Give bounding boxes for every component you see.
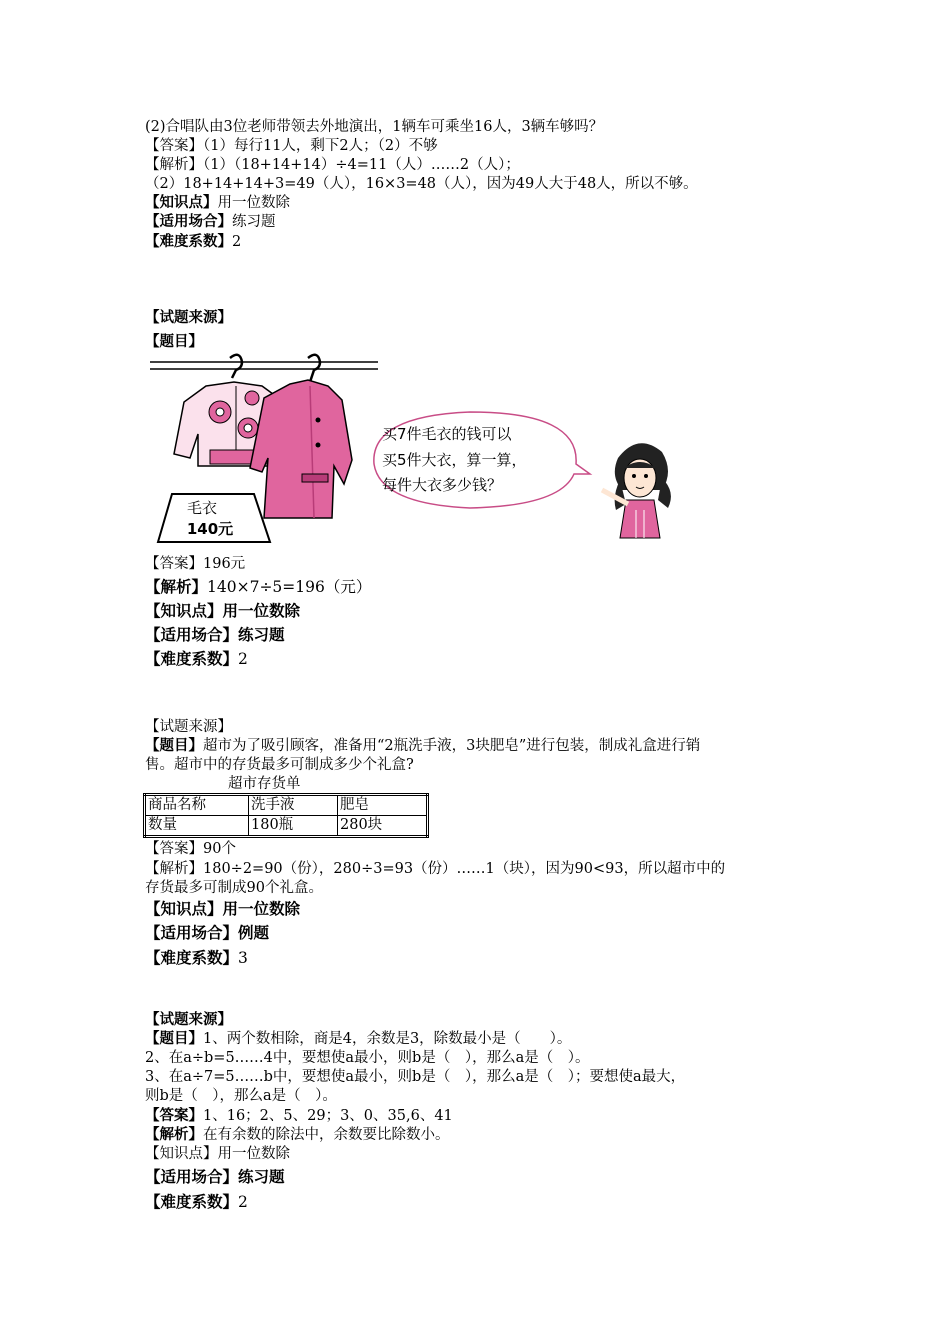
q4-title-3: 3、在a÷7=5……b中，要想使a最小，则b是（ ），那么a是（ ）；要想使a最大， (145, 1069, 686, 1085)
q2-source-label: 【试题来源】 (145, 310, 232, 326)
q3-diff-label: 【难度系数】 (145, 949, 239, 967)
q1-diff: 2 (232, 234, 242, 250)
q3-kp-line (145, 900, 300, 919)
q1-diff-line (145, 233, 241, 252)
q3-kp: 用一位数除 (222, 900, 301, 918)
q3-kp-label: 【知识点】 (145, 900, 223, 918)
table-cell: 商品名称 (145, 795, 249, 816)
q4-kp-label: 【知识点】 (145, 1146, 218, 1162)
hanger-icon (230, 355, 242, 378)
clothes-illustration (150, 350, 695, 550)
q4-answer-label: 【答案】 (145, 1108, 203, 1124)
q2-scene-line (145, 626, 285, 645)
q3-title-2: 售。超市中的存货最多可制成多少个礼盒? (145, 757, 414, 773)
q1-kp-line (145, 194, 290, 213)
q2-diff: 2 (238, 650, 248, 668)
q3-answer-label: 【答案】 (145, 841, 203, 857)
bubble-line-1: 买7件毛衣的钱可以 (382, 425, 512, 443)
q3-diff-line (145, 949, 248, 968)
q4-diff-label: 【难度系数】 (145, 1193, 239, 1211)
q2-analysis: 140×7÷5=196（元） (207, 578, 372, 596)
q3-source-label: 【试题来源】 (145, 719, 232, 735)
q1-analysis-label: 【解析】 (145, 157, 203, 173)
q1-analysis-1: （1）（18+14+14）÷4=11（人）……2（人）； (203, 157, 520, 173)
q1-diff-label: 【难度系数】 (145, 234, 232, 250)
sign-price: 140元 (186, 520, 234, 538)
q4-analysis: 在有余数的除法中，余数要比除数小。 (203, 1127, 450, 1143)
table-row (145, 816, 428, 837)
q1-answer-line (145, 137, 438, 156)
table-cell: 280块 (338, 816, 428, 837)
q2-kp-line (145, 602, 300, 621)
q4-analysis-label: 【解析】 (145, 1127, 203, 1143)
q2-analysis-label: 【解析】 (145, 578, 208, 596)
q2-scene-label: 【适用场合】 (145, 626, 239, 644)
q3-scene-line (145, 924, 269, 943)
q2-answer-line (145, 555, 245, 574)
q2-title-label: 【题目】 (145, 334, 203, 350)
q4-title-4: 则b是（ ），那么a是（ ）。 (145, 1088, 337, 1104)
bubble-line-2: 买5件大衣，算一算， (382, 451, 527, 469)
q4-scene-label: 【适用场合】 (145, 1168, 239, 1186)
q2-analysis-line (145, 578, 371, 597)
q3-analysis-label: 【解析】 (145, 861, 203, 877)
q1-kp: 用一位数除 (217, 195, 290, 211)
q4-answer: 1、16；2、5、29；3、0、35,6、41 (203, 1108, 453, 1124)
q1-answer: （1）每行11人，剩下2人；（2）不够 (203, 138, 438, 154)
stock-table-caption: 超市存货单 (228, 776, 301, 792)
q2-kp: 用一位数除 (222, 602, 301, 620)
table-cell: 肥皂 (338, 795, 428, 816)
q1-analysis-2: （2）18+14+14+3=49（人），16×3=48（人），因为49人大于48人，所以不够。 (145, 176, 698, 192)
q3-analysis-2: 存货最多可制成90个礼盒。 (145, 880, 323, 896)
q4-answer-line (145, 1107, 453, 1126)
q1-scene-line (145, 213, 276, 232)
q2-diff-label: 【难度系数】 (145, 650, 239, 668)
q3-analysis-line (145, 860, 725, 879)
speech-bubble (374, 412, 590, 508)
q3-scene-label: 【适用场合】 (145, 924, 239, 942)
q1-scene: 练习题 (232, 214, 276, 230)
q1-answer-label: 【答案】 (145, 138, 203, 154)
table-cell: 数量 (145, 816, 249, 837)
q4-kp-line (145, 1145, 290, 1164)
q3-title-1: 超市为了吸引顾客，准备用“2瓶洗手液，3块肥皂”进行包装，制成礼盒进行销 (203, 738, 701, 754)
table-cell: 180瓶 (249, 816, 338, 837)
q1-kp-label: 【知识点】 (145, 195, 218, 211)
q4-analysis-line (145, 1126, 450, 1145)
q3-answer-line (145, 840, 236, 859)
q3-title-label: 【题目】 (145, 738, 203, 754)
stock-table (143, 793, 429, 838)
q3-scene: 例题 (238, 924, 270, 942)
q2-answer-label: 【答案】 (145, 556, 203, 572)
q2-kp-label: 【知识点】 (145, 602, 223, 620)
coat-icon (250, 380, 352, 518)
q4-source-label: 【试题来源】 (145, 1012, 232, 1028)
q4-scene-line (145, 1168, 285, 1187)
q4-scene: 练习题 (238, 1168, 285, 1186)
q2-scene: 练习题 (238, 626, 285, 644)
sign-item: 毛衣 (186, 499, 218, 517)
q1-analysis-line (145, 156, 520, 175)
q3-analysis-1: 180÷2=90（份），280÷3=93（份）……1（块），因为90<93，所以超市中的 (203, 861, 726, 877)
table-row (145, 795, 428, 816)
q3-title-line (145, 737, 700, 756)
q4-title-2: 2、在a÷b=5……4中，要想使a最小，则b是（ ），那么a是（ ）。 (145, 1050, 590, 1066)
q1-scene-label: 【适用场合】 (145, 214, 232, 230)
q3-diff: 3 (238, 949, 248, 967)
q4-kp: 用一位数除 (217, 1146, 290, 1162)
girl-icon (602, 443, 671, 538)
q4-title-1: 1、两个数相除，商是4，余数是3，除数最小是（ ）。 (203, 1031, 572, 1047)
q1-question: (2)合唱队由3位老师带领去外地演出，1辆车可乘坐16人，3辆车够吗？ (145, 119, 604, 135)
q4-title-label: 【题目】 (145, 1031, 203, 1047)
q2-diff-line (145, 650, 248, 669)
q3-answer: 90个 (203, 841, 236, 857)
q4-diff: 2 (238, 1193, 248, 1211)
bubble-line-3: 每件大衣多少钱？ (382, 476, 503, 494)
q4-title-line (145, 1030, 571, 1049)
q2-answer: 196元 (203, 556, 246, 572)
table-cell: 洗手液 (249, 795, 338, 816)
q4-diff-line (145, 1193, 248, 1212)
price-sign (158, 494, 270, 542)
